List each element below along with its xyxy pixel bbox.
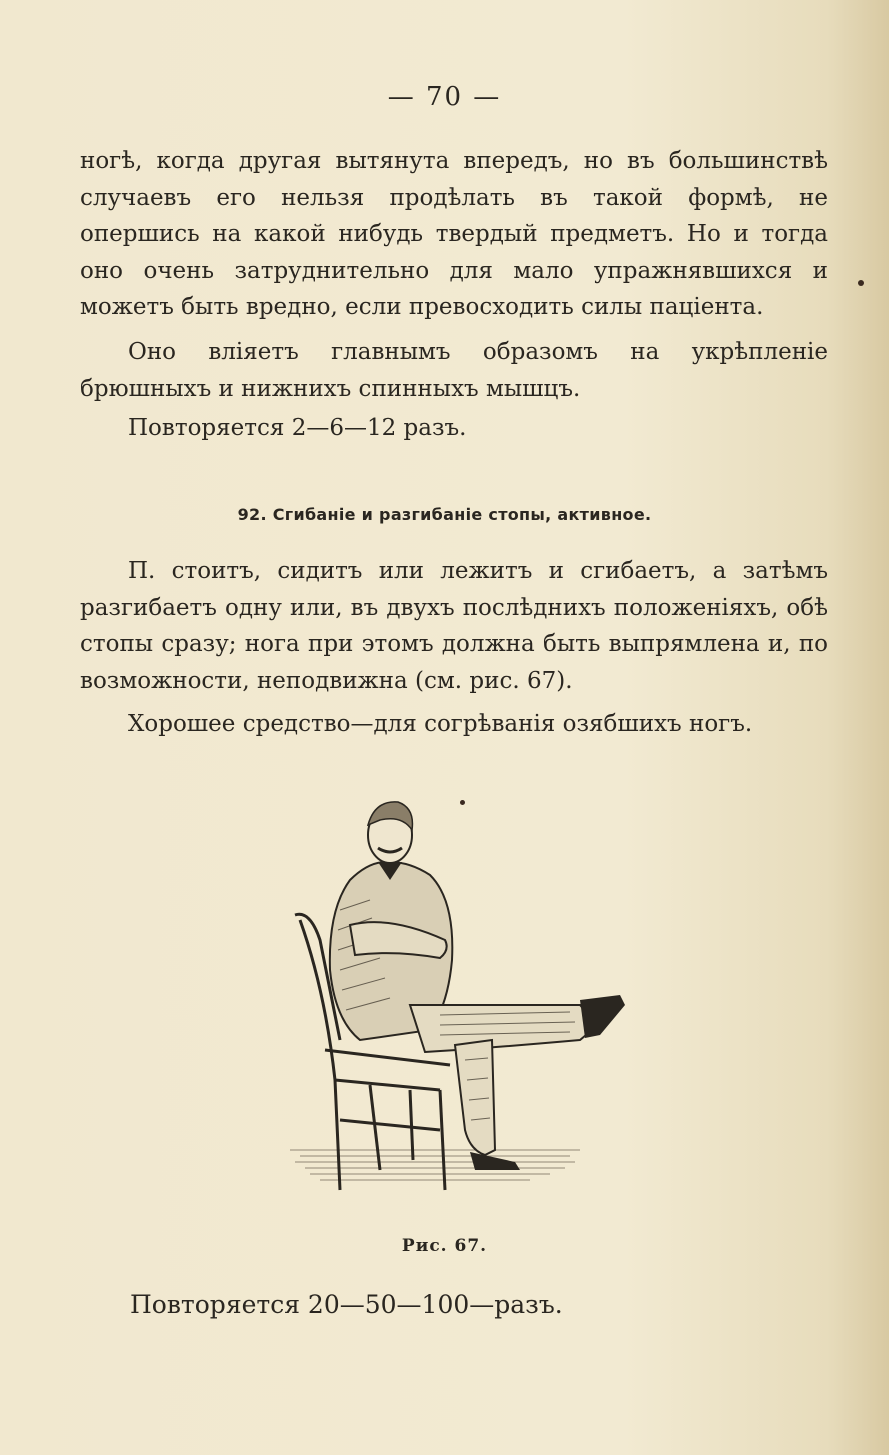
ink-speck xyxy=(858,280,864,286)
paragraph-repetitions: Повторяется 2—6—12 разъ. xyxy=(128,415,467,441)
paragraph-continuation: ногѣ, когда другая вытянута впередъ, но въ большинствѣ случаевъ его нельзя продѣлать въ такой формѣ, не опершись на какой нибудь твердый предметъ. Но и тогда оно очень затруднительно для мало упражнявшихся и можетъ быть вредно, если превосходить силы паціента. xyxy=(80,148,828,321)
engraving-man-seated-extending-leg xyxy=(280,790,650,1195)
paragraph-benefit: Хорошее средство—для согрѣванія озябшихъ ногъ. xyxy=(128,711,753,737)
paragraph-effect: Оно вліяетъ главнымъ образомъ на укрѣпленіе брюшныхъ и нижнихъ спинныхъ мышцъ. xyxy=(80,339,828,402)
paragraph-exercise-description: П. стоитъ, сидитъ или лежитъ и сгибаетъ, а затѣмъ разгибаетъ одну или, въ двухъ послѣднихъ положеніяхъ, обѣ стопы сразу; нога при этомъ должна быть выпрямлена и, по возможности, неподвижна (см. рис. 67). xyxy=(80,558,828,694)
figure-caption: Рис. 67. xyxy=(401,1236,488,1256)
ink-speck xyxy=(460,800,465,805)
paragraph-repetitions-final: Повторяется 20—50—100—разъ. xyxy=(130,1290,563,1319)
section-heading: 92. Сгибаніе и разгибаніе стопы, активное. xyxy=(237,505,652,524)
page-number: — 70 — xyxy=(387,82,502,112)
